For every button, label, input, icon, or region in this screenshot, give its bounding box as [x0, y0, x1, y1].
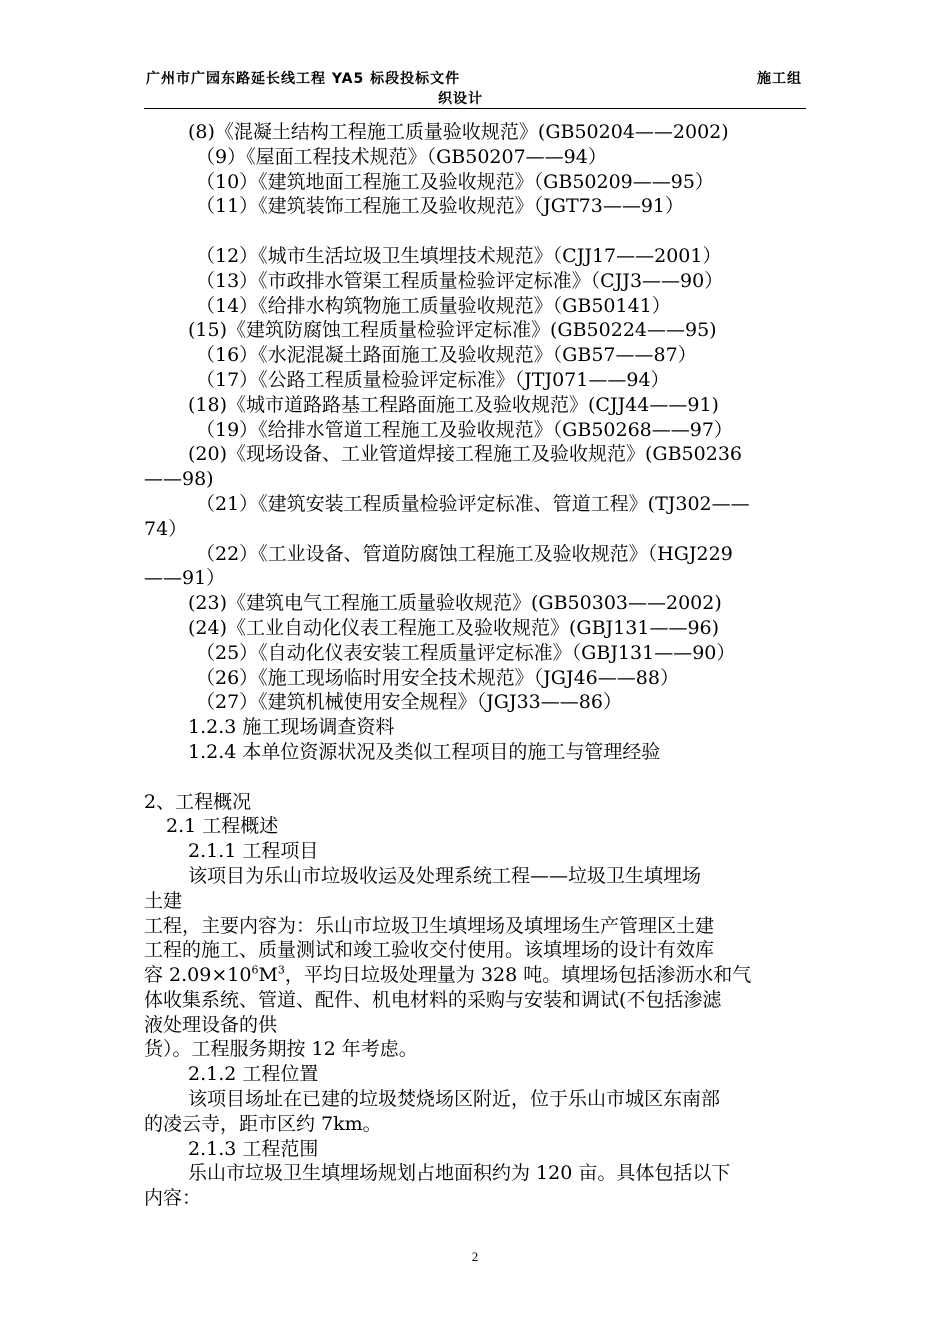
capacity-text-c: ，平均日垃圾处理量为 328 吨。填埋场包括渗沥水和气: [284, 964, 752, 987]
header-title: 广州市广园东路延长线工程 YA5 标段投标文件: [146, 71, 461, 87]
standard-item: (23)《建筑电气工程施工质量验收规范》(GB50303——2002): [188, 592, 722, 615]
exponent: 3: [277, 963, 285, 977]
section-2-1-3-title: 2.1.3 工程范围: [188, 1137, 319, 1160]
standard-item: （12）《城市生活垃圾卫生填埋技术规范》（CJJ17——2001）: [196, 244, 722, 267]
standard-item: （16）《水泥混凝土路面施工及验收规范》（GB57——87）: [196, 344, 697, 367]
standard-item-continuation: 74）: [144, 517, 188, 540]
standard-item: （11）《建筑装饰工程施工及验收规范》（JGT73——91）: [196, 195, 684, 218]
capacity-unit: M: [258, 964, 278, 987]
standard-item: (8)《混凝土结构工程施工质量验收规范》(GB50204——2002): [188, 121, 729, 143]
blank-line: [144, 219, 808, 244]
paragraph-line: 该项目场址在已建的垃圾焚烧场区附近，位于乐山市城区东南部: [188, 1088, 721, 1111]
header-right: 施工组: [757, 71, 802, 87]
paragraph-line: 该项目为乐山市垃圾收运及处理系统工程——垃圾卫生填埋场: [188, 864, 702, 887]
standard-item: （10）《建筑地面工程施工及验收规范》（GB50209——95）: [196, 170, 714, 193]
standard-item-continuation: ——91）: [144, 567, 226, 590]
standard-item: （22）《工业设备、管道防腐蚀工程施工及验收规范》（HGJ229: [196, 542, 733, 565]
document-body: [144, 120, 808, 1211]
header-continuation: 织设计: [438, 91, 483, 107]
capacity-text-a: 容 2.09×10: [144, 964, 252, 987]
paragraph-line: 体收集系统、管道、配件、机电材料的采购与安装和调试(不包括渗滤: [144, 988, 722, 1011]
standard-item: (15)《建筑防腐蚀工程质量检验评定标准》(GB50224——95): [188, 319, 717, 342]
standard-item: （26）《施工现场临时用安全技术规范》（JGJ46——88）: [196, 666, 679, 689]
blank-line: [144, 765, 808, 790]
exponent: 6: [251, 963, 259, 977]
subsection-1-2-4: 1.2.4 本单位资源状况及类似工程项目的施工与管理经验: [188, 740, 661, 763]
standard-item: （13）《市政排水管渠工程质量检验评定标准》（CJJ3——90）: [196, 269, 724, 292]
paragraph-line: 工程的施工、质量测试和竣工验收交付使用。该填埋场的设计有效库: [144, 939, 715, 962]
paragraph-line-capacity: [144, 963, 808, 988]
standard-item: （25）《自动化仪表安装工程质量评定标准》（GBJ131——90）: [196, 641, 736, 664]
paragraph-line: 的凌云寺，距市区约 7km。: [144, 1112, 382, 1135]
paragraph-line: 土建: [144, 889, 183, 912]
standard-item: (18)《城市道路路基工程路面施工及验收规范》(CJJ44——91): [188, 393, 719, 416]
standard-item: （14）《给排水构筑物施工质量验收规范》（GB50141）: [196, 294, 671, 317]
standard-item: （17）《公路工程质量检验评定标准》（JTJ071——94）: [196, 368, 670, 391]
page-number: 2: [471, 1249, 479, 1264]
paragraph-line: 乐山市垃圾卫生填埋场规划占地面积约为 120 亩。具体包括以下: [188, 1162, 731, 1185]
standard-item: （19）《给排水管道工程施工及验收规范》（GB50268——97）: [196, 418, 733, 441]
section-2-1-title: 2.1 工程概述: [166, 815, 279, 838]
paragraph-line: 液处理设备的供: [144, 1013, 278, 1036]
paragraph-line: 内容：: [144, 1187, 202, 1210]
subsection-1-2-3: 1.2.3 施工现场调查资料: [188, 716, 395, 739]
standard-item: （21）《建筑安装工程质量检验评定标准、管道工程》(TJ302——: [196, 492, 750, 515]
section-2-1-1-title: 2.1.1 工程项目: [188, 840, 319, 863]
standard-item: （27）《建筑机械使用安全规程》（JGJ33——86）: [196, 691, 622, 714]
standard-item-continuation: ——98): [144, 468, 214, 491]
section-2-title: 2、工程概况: [144, 790, 252, 813]
section-2-1-2-title: 2.1.2 工程位置: [188, 1063, 319, 1086]
standard-item: (20)《现场设备、工业管道焊接工程施工及验收规范》(GB50236: [188, 443, 742, 466]
standard-item: (24)《工业自动化仪表工程施工及验收规范》(GBJ131——96): [188, 616, 720, 639]
paragraph-line: 工程，主要内容为：乐山市垃圾卫生填埋场及填埋场生产管理区土建: [144, 914, 715, 937]
paragraph-line: 货）。工程服务期按 12 年考虑。: [144, 1038, 418, 1061]
header-rule: [144, 108, 806, 109]
standard-item: （9）《屋面工程技术规范》（GB50207——94）: [196, 145, 607, 168]
